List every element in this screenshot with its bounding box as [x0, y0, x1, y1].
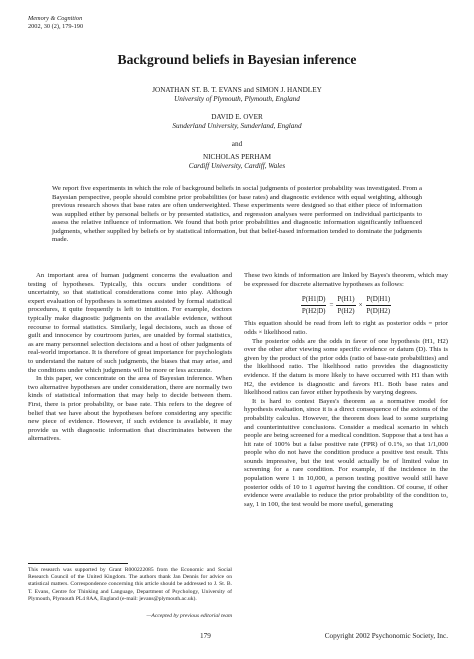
posterior-odds-fraction: [301, 295, 327, 315]
body-paragraph: An important area of human judgment concerns the evaluation and testing of hypotheses. Typically, this occurs under conditions of uncertainty, so that statistical considerations come into play. Although expert evaluation of hypotheses is sometimes assisted by formal statistical procedures, it quite frequently is left to intuition. For example, doctors typically make diagnostic judgments on the available evidence, without recourse to formal statistics. Similarly, legal decisions, such as those of guilt and innocence by courtroom juries, are unaided by formal statistics, as are many personnel selection decisions and a host of other judgments of real-world importance. It is therefore of great importance for psychologists to understand the nature of such judgments, the biases that may arise, and the conditions under which judgments will be more or less accurate.: [28, 272, 232, 374]
author-block-1: [0, 86, 474, 104]
body-paragraph: In this paper, we concentrate on the area of Bayesian inference. When two alternative hypotheses are under consideration, there are normally two kinds of statistical information that may help to decide between them. First, there is prior probability, or base rate. This refers to the degree of belief that we have about the hypotheses before considering any specific new piece of evidence. However, if such evidence is available, it may provide us with diagnostic information that discriminates between the alternatives.: [28, 375, 232, 443]
fraction-numerator: P(D|H1): [366, 295, 392, 306]
author-affiliation: Cardiff University, Cardiff, Wales: [188, 162, 286, 171]
author-block-2: [0, 113, 474, 131]
journal-header: [28, 15, 83, 31]
fraction-denominator: P(D|H2): [366, 306, 391, 315]
and-separator: and: [231, 140, 243, 148]
body-paragraph: [244, 398, 448, 510]
author-affiliation: Sunderland University, Sunderland, England: [172, 122, 302, 131]
prior-odds-fraction: [336, 295, 355, 315]
body-paragraph: This equation should be read from left to right as posterior odds = prior odds × likelihood ratio.: [244, 320, 448, 336]
author-block-3: [0, 153, 474, 171]
author-names: DAVID E. OVER: [211, 113, 263, 121]
journal-volume: 2002, 30 (2), 179-190: [28, 23, 84, 30]
times-sign: ×: [358, 300, 363, 309]
right-column: [244, 272, 448, 509]
body-paragraph: These two kinds of information are linked by Bayes's theorem, which may be expressed for discrete alternative hypotheses as follows:: [244, 272, 448, 288]
bayes-equation: [244, 295, 448, 315]
body-text: having the condition. Of course, if other evidence were available to reduce the prior probability of the condition to, say, 1 in 100, the test would be more useful, generating: [244, 483, 448, 508]
body-text: It is hard to contest Bayes's theorem as a normative model for hypothesis evaluation, since it is a direct consequence of the axioms of the probability calculus. However, the theorem does lead to some surprising and counterintuitive conclusions. Consider a medical scenario in which people are being screened for a medical condition. Suppose that a test has a hit rate of 100% but a false positive rate (FPR) of 0.1%, so that 1/1,000 people who do not have the condition produce a positive test result. This sounds impressive, but the test would actually be of limited value in screening for a rare condition. For example, if the incidence in the population were 1 in 10,000, a person testing positive would still have posterior odds of 10 to 1: [244, 397, 448, 491]
journal-name: Memory & Cognition: [28, 15, 83, 22]
emphasis-text: against: [314, 483, 335, 491]
fraction-numerator: P(H1): [336, 295, 355, 306]
equals-sign: =: [329, 300, 334, 309]
fraction-numerator: P(H1|D): [301, 295, 327, 306]
author-names: NICHOLAS PERHAM: [202, 153, 272, 161]
footnote-divider: [28, 563, 128, 564]
footnote: This research was supported by Grant R000222085 from the Economic and Social Research Council of the United Kingdom. The authors thank Jan Dennis for advice on statistical matters. Correspondence concerning this article should be addressed to J. St. B. T. Evans, Centre for Thinking and Language, Department of Psychology, University of Plymouth, Plymouth PL4 8AA, England (e-mail: jevans@plymouth.ac.uk).: [28, 567, 232, 602]
page-number: 179: [200, 632, 211, 640]
author-affiliation: University of Plymouth, Plymouth, England: [174, 95, 300, 104]
likelihood-ratio-fraction: [366, 295, 392, 315]
author-names: JONATHAN ST. B. T. EVANS and SIMON J. HANDLEY: [152, 86, 322, 94]
left-column: [28, 272, 232, 444]
accepted-note: —Accepted by previous editorial team: [146, 613, 232, 619]
abstract: We report five experiments in which the role of background beliefs in social judgments of posterior probability was investigated. From a Bayesian perspective, people should combine prior probabilities (or base rates) and diagnostic evidence with equal weighting, although previous research shows that base rates are often underweighted. These experiments were designed so that either piece of information was supplied either by personal beliefs or by presented statistics, and regression analyses were performed on individual participants to assess the relative influence of information. We found that both prior probabilities and diagnostic information significantly influenced judgments, whether supplied by beliefs or by statistical information, but that belief-based information tended to dominate the judgments made.: [52, 185, 422, 243]
copyright-notice: Copyright 2002 Psychonomic Society, Inc.: [324, 632, 448, 640]
fraction-denominator: P(H2): [337, 306, 355, 315]
paper-title: Background beliefs in Bayesian inference: [117, 52, 357, 67]
fraction-denominator: P(H2|D): [301, 306, 326, 315]
body-paragraph: The posterior odds are the odds in favor of one hypothesis (H1, H2) over the other after viewing some specific evidence or datum (D). This is given by the product of the prior odds (ratio of base-rate probabilities) and the likelihood ratio. The likelihood ratio provides the diagnosticity evidence. If the datum is more likely to have occurred with H1 than with H2, the evidence is diagnostic and favors H1. Both base rates and likelihood ratios can favor either hypothesis by varying degrees.: [244, 337, 448, 397]
